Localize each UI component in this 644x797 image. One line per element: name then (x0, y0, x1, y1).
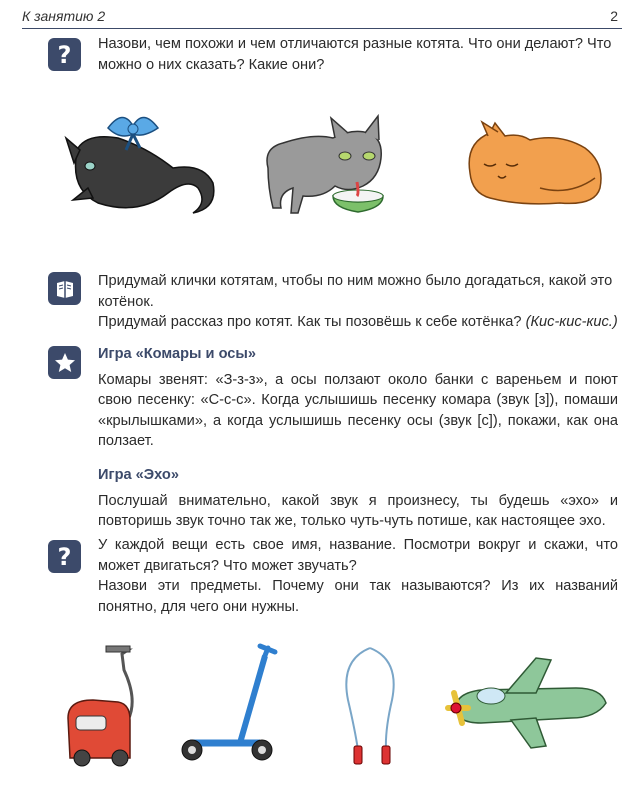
kitten-names-text: Придумай клички котятам, чтобы по ним можно было догадаться, какой это котёнок. (98, 273, 613, 310)
page-number: 2 (610, 8, 618, 24)
jump-rope-illustration (330, 640, 420, 770)
section-kittens-question (98, 34, 618, 75)
echo-game-title: Игра «Эхо» (98, 467, 179, 483)
kittens-question-text: Назови, чем похожи и чем отличаются разные котята. Что они делают? Что можно о них сказать? Какие они? (98, 36, 612, 73)
vacuum-cleaner-illustration (58, 640, 168, 770)
echo-game-text: Послушай внимательно, какой звук я произнесу, ты будешь «эхо» и повторишь звук точно так же, только чуть-чуть потише, как настоящее эхо. (98, 492, 618, 530)
airplane-illustration (436, 648, 616, 758)
star-glyph-icon (53, 351, 77, 375)
question-mark-icon: ? (48, 540, 81, 573)
kitten-drinking-milk-illustration (253, 108, 403, 218)
objects-names-text: Назови эти предметы. Почему они так называются? Из их названий понятно, для чего они нужны. (98, 578, 618, 615)
section-mosquitoes-wasps-game (98, 344, 618, 452)
book-icon (48, 272, 81, 305)
kitten-story-answer: (Кис-кис-кис.) (525, 314, 618, 331)
mosquitoes-game-text: Комары звенят: «З-з-з», а осы ползают около банки с вареньем и поют свою песенку: «С-с-с». Когда услышишь песенку комара (звук [з]), помаши «крылышками», а когда услышишь песенку осы (звук [с]), покажи, как она ползает. (98, 371, 618, 450)
page-header (22, 6, 622, 29)
lesson-label: К занятию 2 (22, 8, 106, 24)
scooter-illustration (180, 638, 290, 768)
objects-question-text: У каждой вещи есть свое имя, название. Посмотри вокруг и скажи, что может двигаться? Что может звучать? (98, 537, 618, 574)
star-icon (48, 346, 81, 379)
kitten-with-bow-illustration (48, 108, 228, 218)
kitten-story-text (98, 312, 618, 333)
section-kitten-names (98, 271, 618, 333)
section-echo-game (98, 465, 618, 532)
question-mark-icon: ? (48, 38, 81, 71)
kitten-story-main: Придумай рассказ про котят. Как ты позовёшь к себе котёнка? (98, 314, 522, 331)
sleeping-kitten-illustration (460, 118, 610, 208)
mosquitoes-game-title: Игра «Комары и осы» (98, 346, 256, 362)
section-objects-question (98, 535, 618, 617)
book-glyph-icon (54, 278, 76, 300)
